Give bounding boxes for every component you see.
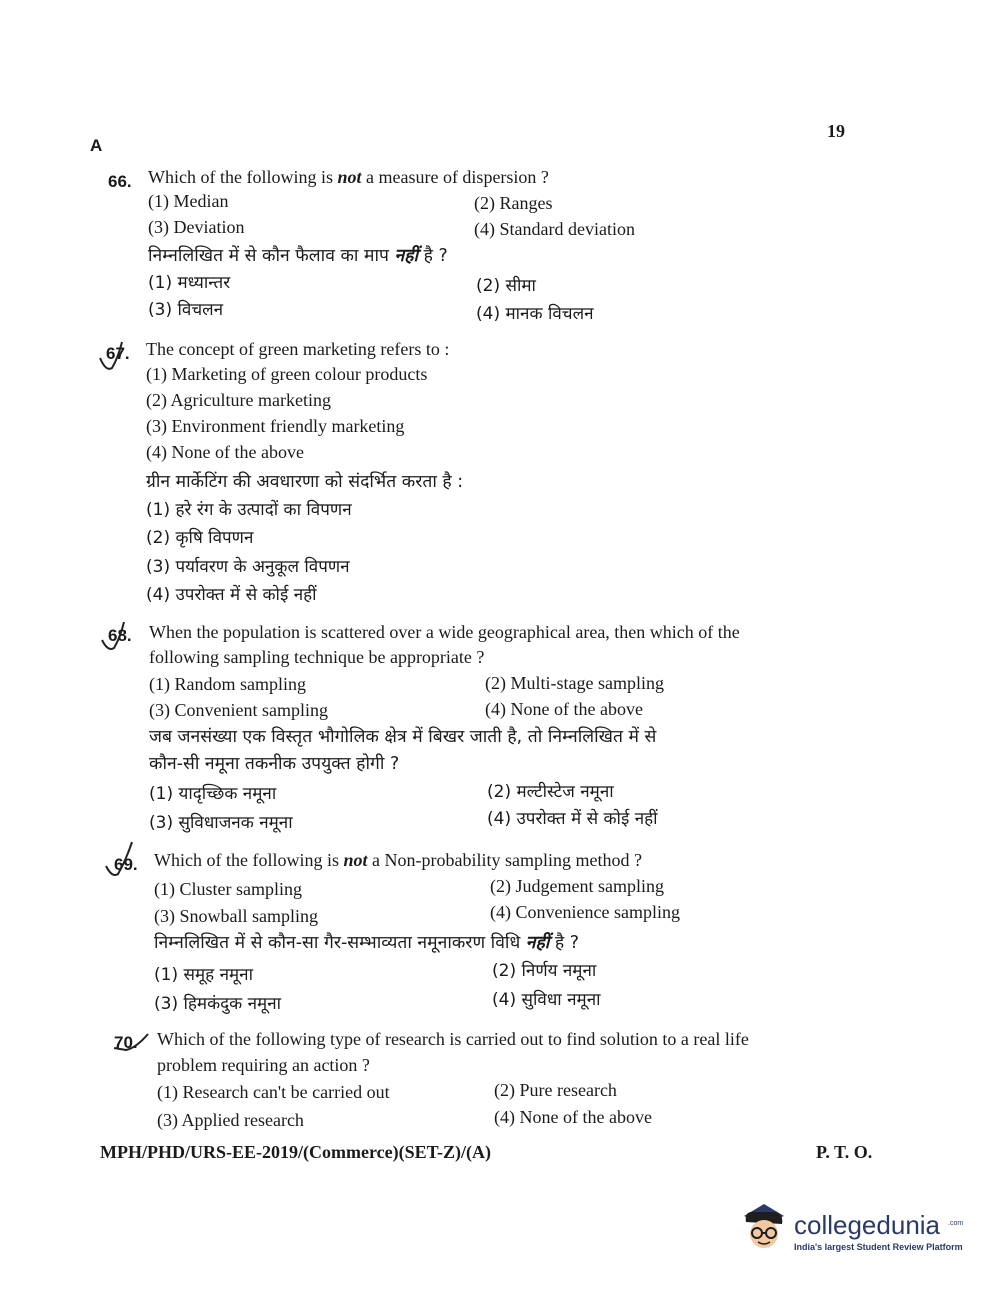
option-en-4: (4) None of the above [494, 1107, 652, 1127]
option-en-2: (2) Judgement sampling [490, 876, 664, 896]
option-hi-1: (1) मध्यान्तर [148, 273, 231, 293]
option-en-1: (1) Median [148, 191, 229, 211]
question-text-en: Which of the following is not a Non-probability sampling method ? [154, 850, 642, 870]
option-en-4: (4) None of the above [485, 699, 643, 719]
pto-label: P. T. O. [816, 1142, 873, 1162]
question-number: 66. [108, 172, 132, 191]
option-en-3: (3) Snowball sampling [154, 906, 318, 926]
option-hi-3: (3) हिमकंदुक नमूना [154, 994, 282, 1014]
question-text-en-line-2: following sampling technique be appropriate ? [149, 647, 485, 667]
option-hi-4: (4) उपरोक्त में से कोई नहीं [487, 809, 658, 829]
question-text-hi: निम्नलिखित में से कौन-सा गैर-सम्भाव्यता नमूनाकरण विधि नहीं है ? [154, 933, 580, 953]
brand-domain: .com [948, 1220, 964, 1227]
page-number: 19 [827, 121, 845, 141]
option-en-1: (1) Research can't be carried out [157, 1082, 390, 1102]
question-text-hi: ग्रीन मार्केटिंग की अवधारणा को संदर्भित करता है : [146, 472, 464, 492]
strike-mark-icon [112, 1030, 152, 1056]
question-number: 70. [114, 1033, 138, 1052]
option-hi-4: (4) मानक विचलन [476, 304, 594, 324]
question-text-hi-line-2: कौन-सी नमूना तकनीक उपयुक्त होगी ? [149, 754, 400, 774]
option-hi-1: (1) हरे रंग के उत्पादों का विपणन [146, 500, 352, 520]
option-hi-3: (3) पर्यावरण के अनुकूल विपणन [146, 557, 350, 577]
option-en-2: (2) Pure research [494, 1080, 617, 1100]
brand-name: collegedunia [794, 1210, 941, 1240]
tick-mark-icon [102, 838, 136, 880]
tick-mark-icon [98, 618, 128, 654]
question-text-hi: निम्नलिखित में से कौन फैलाव का माप नहीं है ? [148, 246, 448, 266]
mascot-logo-icon [736, 1198, 792, 1256]
option-hi-2: (2) मल्टीस्टेज नमूना [487, 782, 614, 802]
option-en-3: (3) Deviation [148, 217, 245, 237]
option-hi-3: (3) विचलन [148, 300, 224, 320]
option-en-1: (1) Marketing of green colour products [146, 364, 428, 384]
question-text-en-line-1: Which of the following type of research is carried out to find solution to a real life [157, 1029, 749, 1049]
option-hi-3: (3) सुविधाजनक नमूना [149, 813, 293, 833]
question-text-en-line-1: When the population is scattered over a wide geographical area, then which of the [149, 622, 740, 642]
option-en-1: (1) Random sampling [149, 674, 306, 694]
question-text-hi-line-1: जब जनसंख्या एक विस्तृत भौगोलिक क्षेत्र में बिखर जाती है, तो निम्नलिखित में से [149, 727, 657, 747]
option-en-4: (4) Standard deviation [474, 219, 635, 239]
question-number: 69. [114, 855, 138, 874]
question-number: 67. [106, 344, 130, 363]
set-letter: A [90, 136, 103, 155]
option-hi-1: (1) समूह नमूना [154, 965, 254, 985]
option-en-1: (1) Cluster sampling [154, 879, 302, 899]
question-number: 68. [108, 626, 132, 645]
tick-mark-icon [96, 338, 126, 374]
paper-code: MPH/PHD/URS-EE-2019/(Commerce)(SET-Z)/(A) [100, 1142, 491, 1162]
question-text-en: Which of the following is not a measure of dispersion ? [148, 167, 549, 187]
option-en-2: (2) Multi-stage sampling [485, 673, 664, 693]
option-hi-2: (2) कृषि विपणन [146, 528, 254, 548]
question-text-en-line-2: problem requiring an action ? [157, 1055, 370, 1075]
option-hi-4: (4) सुविधा नमूना [492, 990, 601, 1010]
option-en-4: (4) Convenience sampling [490, 902, 680, 922]
brand-tagline: India's largest Student Review Platform [794, 1242, 963, 1252]
option-hi-1: (1) यादृच्छिक नमूना [149, 784, 277, 804]
option-en-3: (3) Applied research [157, 1110, 304, 1130]
option-en-3: (3) Convenient sampling [149, 700, 328, 720]
option-en-2: (2) Agriculture marketing [146, 390, 331, 410]
option-hi-2: (2) निर्णय नमूना [492, 961, 597, 981]
option-en-4: (4) None of the above [146, 442, 304, 462]
option-hi-2: (2) सीमा [476, 276, 536, 296]
option-en-2: (2) Ranges [474, 193, 553, 213]
collegedunia-watermark [736, 1198, 966, 1268]
option-en-3: (3) Environment friendly marketing [146, 416, 405, 436]
question-text-en: The concept of green marketing refers to : [146, 339, 450, 359]
option-hi-4: (4) उपरोक्त में से कोई नहीं [146, 585, 317, 605]
